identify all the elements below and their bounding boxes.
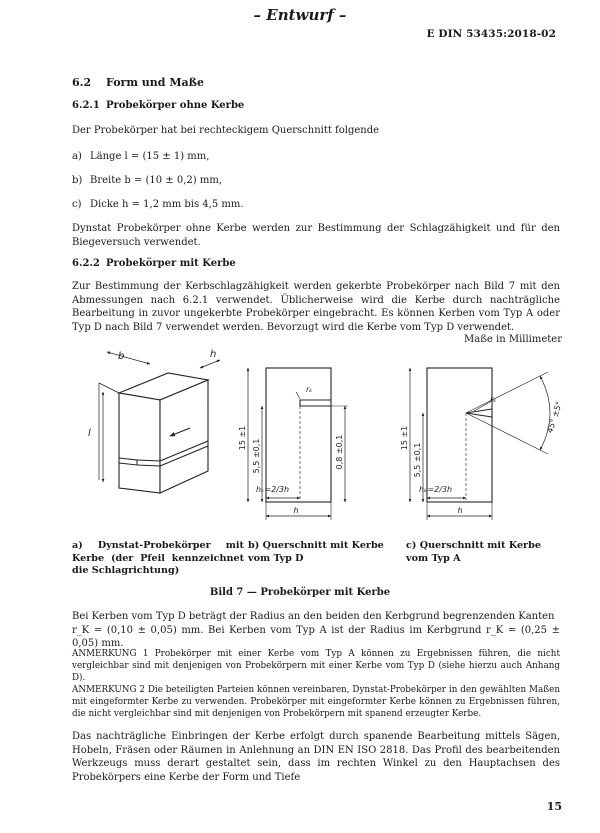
caption-c: c) Querschnitt mit Kerbe vom Typ A — [406, 540, 541, 564]
label-dim-15-d: 15 ±1 — [238, 425, 247, 451]
label-dim-08: 0,8 ±0,1 — [335, 434, 344, 470]
draft-title: – Entwurf – — [253, 6, 347, 24]
specimen-isometric — [99, 352, 220, 493]
label-h-a: h — [457, 506, 463, 515]
cross-section-type-d — [248, 368, 348, 520]
label-dim-55-a: 5,5 ±0,1 — [413, 442, 422, 478]
units-note: Maße in Millimeter — [464, 334, 562, 345]
heading-text: Probekörper ohne Kerbe — [106, 100, 245, 111]
label-l: l — [88, 428, 91, 439]
heading-number: 6.2 — [72, 76, 92, 89]
label-rk-a: rₖ — [490, 395, 497, 404]
caption-b: b) Querschnitt mit Kerbe vom Typ D — [248, 540, 384, 564]
heading-text: Probekörper mit Kerbe — [106, 258, 236, 269]
caption-a: a) Dynstat-Probekörper mit Kerbe (der Pfeil kennzeichnet die Schlagrichtung) — [72, 540, 244, 576]
list-item — [72, 151, 209, 162]
list-marker: a) — [72, 151, 82, 162]
list-item — [72, 199, 244, 210]
page-number: 15 — [546, 800, 562, 813]
label-b: b — [118, 351, 125, 362]
list-text: Breite b = (10 ± 0,2) mm, — [90, 175, 222, 186]
radius-line-2: r_K = (0,10 ± 0,05) mm. Bei Kerben vom Typ A ist der Radius im Kerbgrund r_K = (0,25 ± 0,05) mm. — [72, 624, 560, 649]
paragraph-intro: Der Probekörper hat bei rechteckigem Querschnitt folgende — [72, 125, 380, 136]
paragraph-notched: Zur Bestimmung der Kerbschlagzähigkeit werden gekerbte Probekörper nach Bild 7 mit den Abmessungen nach 6.2.1 verwendet. Üblicherweise wird die Kerbe durch nachträgliche Bearbeitung in zuvor ungekerbte Probekörper eingebracht. Es können Kerben vom Typ A oder Typ D nach Bild 7 verwendet werden. Bevorzugt wird die Kerbe vom Typ D verwendet. — [72, 281, 560, 333]
note-2: ANMERKUNG 2 Die beteiligten Parteien können vereinbaren, Dynstat-Probekörper in den gewählten Maßen mit eingeformter Kerbe zu verwenden. Probekörper mit eingeformter Kerbe können zu Ergebnissen führen, die nicht vergleichbar sind mit denjenigen von Probekörpern mit spanend erzeugter Kerbe. — [72, 685, 560, 719]
list-text: Länge l = (15 ± 1) mm, — [90, 151, 210, 162]
heading-number: 6.2.2 — [72, 258, 100, 269]
radius-line-1: Bei Kerben vom Typ D beträgt der Radius an den beiden den Kerbgrund begrenzenden Kanten — [72, 611, 555, 622]
list-text: Dicke h = 1,2 mm bis 4,5 mm. — [90, 199, 244, 210]
figure-7 — [0, 340, 600, 535]
list-marker: c) — [72, 199, 82, 210]
label-h: h — [210, 349, 217, 360]
paragraph-unnotched: Dynstat Probekörper ohne Kerbe werden zur Bestimmung der Schlagzähigkeit und für den Biegeversuch verwendet. — [72, 223, 560, 248]
heading-6-2-1 — [72, 100, 244, 111]
list-item — [72, 175, 222, 186]
figure-title: Bild 7 — Probekörper mit Kerbe — [209, 587, 391, 598]
label-hk-d: hₖ=2/3h — [256, 485, 290, 494]
heading-6-2-2 — [72, 258, 236, 269]
heading-6-2 — [72, 76, 204, 89]
paragraph-final: Das nachträgliche Einbringen der Kerbe erfolgt durch spanende Bearbeitung mittels Sägen, Hobeln, Fräsen oder Räumen in Anlehnung an DIN EN ISO 2818. Das Profil des bearbeitenden Werkzeugs muss derart gestaltet sein, dass im rechten Winkel zu den Hauptachsen des Probekörpers eine Kerbe der Form und Tiefe — [72, 731, 560, 783]
label-dim-55-d: 5,5 ±0,1 — [252, 438, 261, 474]
cross-section-type-a — [410, 368, 550, 520]
heading-number: 6.2.1 — [72, 100, 100, 111]
label-angle: 45° ±5° — [545, 400, 564, 435]
label-dim-15-a: 15 ±1 — [400, 425, 409, 451]
note-1: ANMERKUNG 1 Probekörper mit einer Kerbe vom Typ A können zu Ergebnissen führen, die nicht vergleichbar sind mit denjenigen von Probekörpern mit einer Kerbe vom Typ D (siehe hierzu auch Anhang D). — [72, 649, 560, 683]
label-rk-d: rₖ — [306, 385, 313, 394]
heading-text: Form und Maße — [106, 76, 204, 89]
label-hk-a: hₖ=2/3h — [419, 485, 453, 494]
paragraph-radius — [72, 610, 560, 651]
label-h-d: h — [293, 506, 299, 515]
list-marker: b) — [72, 175, 83, 186]
standard-id: E DIN 53435:2018-02 — [426, 28, 556, 40]
